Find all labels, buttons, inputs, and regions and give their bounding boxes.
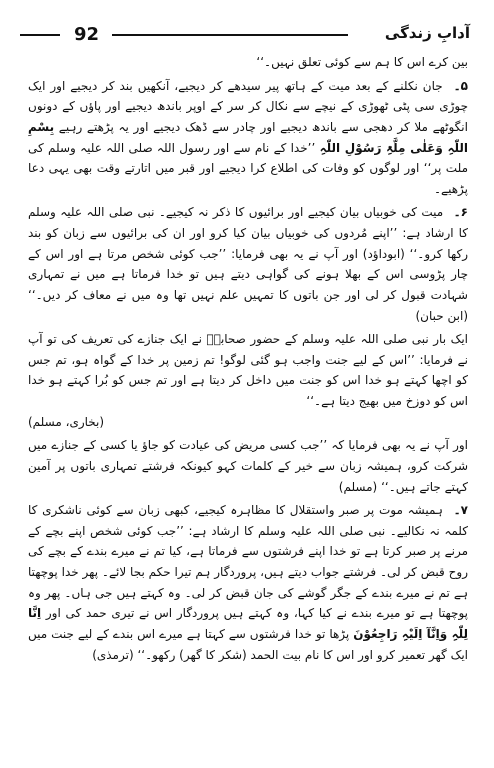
arabic-prayer: بِسْمِ اللّٰہِ وَعَلٰی مِلَّۃِ رَسُوْلِ اللّٰہِ (28, 119, 468, 155)
hadith-reference: (بخاری، مسلم) (28, 414, 105, 429)
arabic-prayer: اِنَّا لِلّٰہِ وَاِنَّآ اِلَیْہِ رَاجِعُوْنَ (28, 606, 468, 641)
paragraph-text: بین کرے اس کا ہم سے کوئی تعلق نہیں۔‘‘ (256, 55, 468, 69)
paragraph-text: جان نکلنے کے بعد میت کے ہاتھ پیر سیدھے کر دیجیے، آنکھیں بند کر دیجیے اور ایک چوڑی سی پٹی ٹھوڑی کے نیچے سے نکال کر سر کے اوپر باندھ دیجیے اور پاؤں کے دونوں انگوٹھے ملا کر دھجی سے باندھ دیجیے اور چادر سے ڈھک دیجیے اور یہ پڑھتے رہیے (28, 78, 468, 134)
paragraph-7 (28, 500, 468, 665)
point-number: ۷۔ (453, 503, 468, 518)
paragraph-6c (28, 435, 468, 497)
paragraph-continuation (28, 52, 468, 73)
paragraph-text: اور آپ نے یہ بھی فرمایا کہ ’’جب کسی مریض کی عیادت کو جاؤ یا کسی کے جنازے میں شرکت کرو، ہمیشہ زبان سے خیر کے کلمات کہو کیونکہ فرشتے تمہاری باتوں پر آمین کہتے جاتے ہیں۔‘‘ (28, 438, 468, 494)
point-number: ۵۔ (453, 78, 468, 93)
page-header (20, 6, 474, 46)
paragraph-6 (28, 202, 468, 326)
running-title: آدابِ زندگی (384, 24, 470, 42)
header-rule-middle (112, 34, 348, 36)
paragraph-5 (28, 76, 468, 200)
hadith-reference: (ترمذی) (92, 647, 134, 662)
paragraph-text: میت کی خوبیاں بیان کیجیے اور برائیوں کا ذکر نہ کیجیے۔ نبی صلی اللہ علیہ وسلم کا ارشاد ہے: ’’اپنے مُردوں کی خوبیاں بیان کیا کرو اور ان کی برائیوں سے زبان کو بند رکھا کرو۔‘‘ (ابوداؤد) اور آپ نے یہ بھی فرمایا: ’’جب کوئی شخص مرتا ہے اور اس کے چار پڑوسی اس کے بھلا ہونے کی گواہی دیتے ہیں تو خدا فرماتا ہے میں نے تمہاری شہادت قبول کر لی اور جن باتوں کا تمہیں علم نہیں تھا وہ میں نے معاف کر دیں۔‘‘ (28, 205, 468, 302)
page-body (28, 52, 468, 762)
hadith-reference: (مسلم) (338, 479, 378, 494)
page-number: 92 (74, 24, 100, 45)
paragraph-text: ’’خدا کے نام سے اور رسول اللہ صلی اللہ علیہ وسلم کی ملت پر‘‘ اور لوگوں کو وفات کی اطلاع کرا دیجیے اور قبر میں اتارتے وقت بھی یہی دعا پڑھیے۔ (28, 140, 468, 196)
paragraph-text: ہمیشہ موت پر صبر واستقلال کا مظاہرہ کیجیے، کبھی زبان سے کوئی ناشکری کا کلمہ نہ نکالیے۔ نبی صلی اللہ علیہ وسلم کا ارشاد ہے: ’’جب کوئی شخص اپنے بچے کے مرنے پر صبر کرتا ہے تو خدا اپنے فرشتوں سے فرماتا ہے، کیا تم نے میرے بندے کے بچے کی روح قبض کر لی۔ فرشتے جواب دیتے ہیں، پروردگار ہم تیرا حکم بجا لائے۔ پھر خدا پوچھتا ہے تم نے میرے بندے کے جگر گوشے کی جان قبض کر لی۔ وہ کہتے ہیں جی ہاں۔ پھر وہ پوچھتا ہے تو میرے بندے نے کیا کہا، وہ کہتے ہیں پروردگار اس نے تیری حمد کی اور (28, 503, 468, 621)
paragraph-6b (28, 329, 468, 432)
paragraph-text: ایک بار نبی صلی اللہ علیہ وسلم کے حضور صحابہؓ نے ایک جنازے کی تعریف کی تو آپ نے فرمایا: ’’اس کے لیے جنت واجب ہو گئی لوگو! تم زمین پر خدا کے گواہ ہو، تم جس کو اچھا کہتے ہو خدا اس کو جنت میں داخل کر دیتا ہے اور تم جس کو بُرا کہتے ہو خدا اس کو دوزخ میں بھیج دیتا ہے۔‘‘ (28, 332, 468, 408)
paragraph-text: پڑھا تو خدا فرشتوں سے کہتا ہے میرے اس بندے کے لیے جنت میں ایک گھر تعمیر کرو اور اس کا نام بیت الحمد (شکر کا گھر) رکھو۔‘‘ (28, 626, 468, 662)
point-number: ۶۔ (453, 205, 468, 220)
header-rule-left (20, 34, 60, 36)
hadith-reference: (ابن حبان) (415, 308, 468, 323)
